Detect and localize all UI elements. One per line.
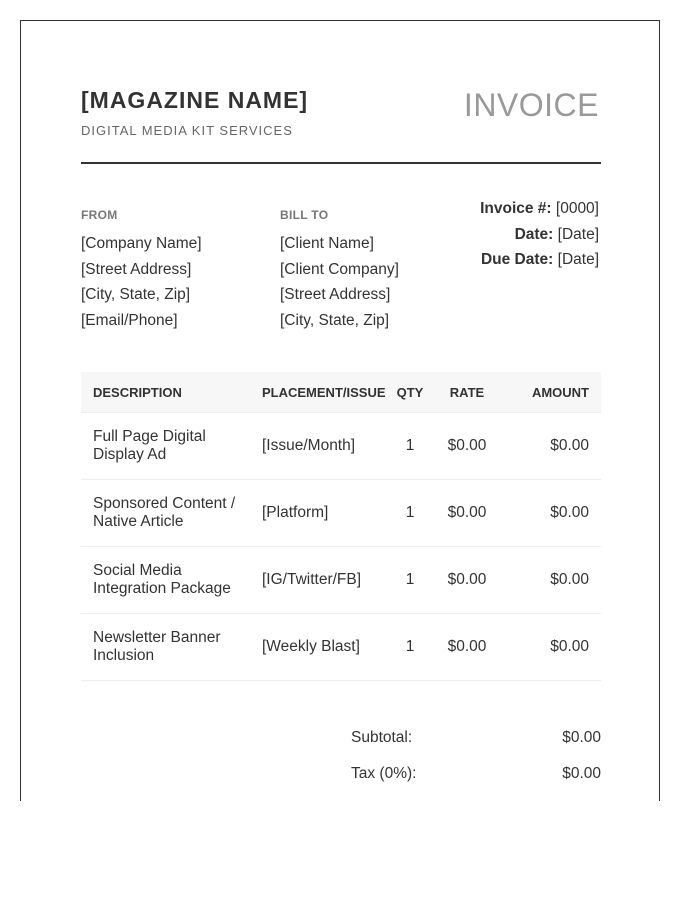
due-date-label: Due Date: [480,251,554,268]
invoice-number-label: Invoice #: [480,200,552,217]
column-header-qty: QTY [388,372,432,413]
description-text: Sponsored Content / Native Article [93,495,236,530]
cell-placement: [IG/Twitter/FB] [258,547,388,614]
bill-to-city: [City, State, Zip] [280,311,390,329]
cell-description [81,547,258,614]
cell-qty: 1 [388,547,432,614]
bill-to-street: [Street Address] [280,286,391,303]
cell-qty: 1 [388,413,432,480]
tax-value: $0.00 [562,765,601,782]
column-header-placement: PLACEMENT/ISSUE [258,372,388,413]
from-city: [City, State, Zip] [81,286,191,303]
tax-row [351,756,601,792]
table-row [81,547,601,614]
cell-rate: $0.00 [432,413,502,480]
cell-placement: [Weekly Blast] [258,614,388,681]
bill-to-client-company: [Client Company] [280,260,399,278]
invoice-number-value: [0000] [555,200,599,217]
due-date-row [480,247,599,273]
cell-placement: [Platform] [258,480,388,547]
from-contact: [Email/Phone] [81,311,178,329]
cell-qty: 1 [388,480,432,547]
cell-description [81,413,258,480]
invoice-title: INVOICE [463,87,599,123]
subtotal-label: Subtotal: [351,729,413,746]
bill-to-block [280,208,460,333]
table-row [81,614,601,681]
invoice-meta [480,196,599,273]
description-text: Full Page Digital Display Ad [93,428,206,463]
from-company: [Company Name] [81,235,202,252]
invoice-number-row [480,196,599,222]
cell-amount: $0.00 [502,480,601,547]
cell-amount: $0.00 [502,614,601,681]
magazine-subtitle: DIGITAL MEDIA KIT SERVICES [81,123,293,138]
cell-rate: $0.00 [432,547,502,614]
subtotal-row [351,720,601,756]
table-row [81,480,601,547]
invoice-date-label: Date: [514,225,554,243]
description-text: Newsletter Banner Inclusion [93,629,221,664]
invoice-date-row [480,222,599,248]
column-header-amount: AMOUNT [502,372,601,413]
cell-placement: [Issue/Month] [258,413,388,480]
invoice-sheet [20,20,660,801]
tax-label: Tax (0%): [351,765,417,782]
description-text: Social Media Integration Package [93,562,231,597]
from-street: [Street Address] [81,260,192,278]
cell-amount: $0.00 [502,547,601,614]
cell-rate: $0.00 [432,614,502,681]
cell-description [81,614,258,681]
cell-amount: $0.00 [502,413,601,480]
subtotal-value: $0.00 [562,729,601,746]
column-header-description: DESCRIPTION [81,372,258,413]
from-label: FROM [81,208,118,222]
line-items-table [81,372,601,681]
column-header-rate: RATE [432,372,502,413]
magazine-name: [MAGAZINE NAME] [81,87,309,113]
cell-rate: $0.00 [432,480,502,547]
table-row [81,413,601,480]
cell-description [81,480,258,547]
totals-block [351,720,601,792]
bill-to-label: BILL TO [280,208,329,222]
cell-qty: 1 [388,614,432,681]
bill-to-client-name: [Client Name] [280,235,374,252]
from-block [81,208,261,333]
due-date-value: [Date] [557,251,599,268]
header-divider [81,162,601,164]
invoice-date-value: [Date] [557,225,599,243]
table-header-row [81,372,601,413]
